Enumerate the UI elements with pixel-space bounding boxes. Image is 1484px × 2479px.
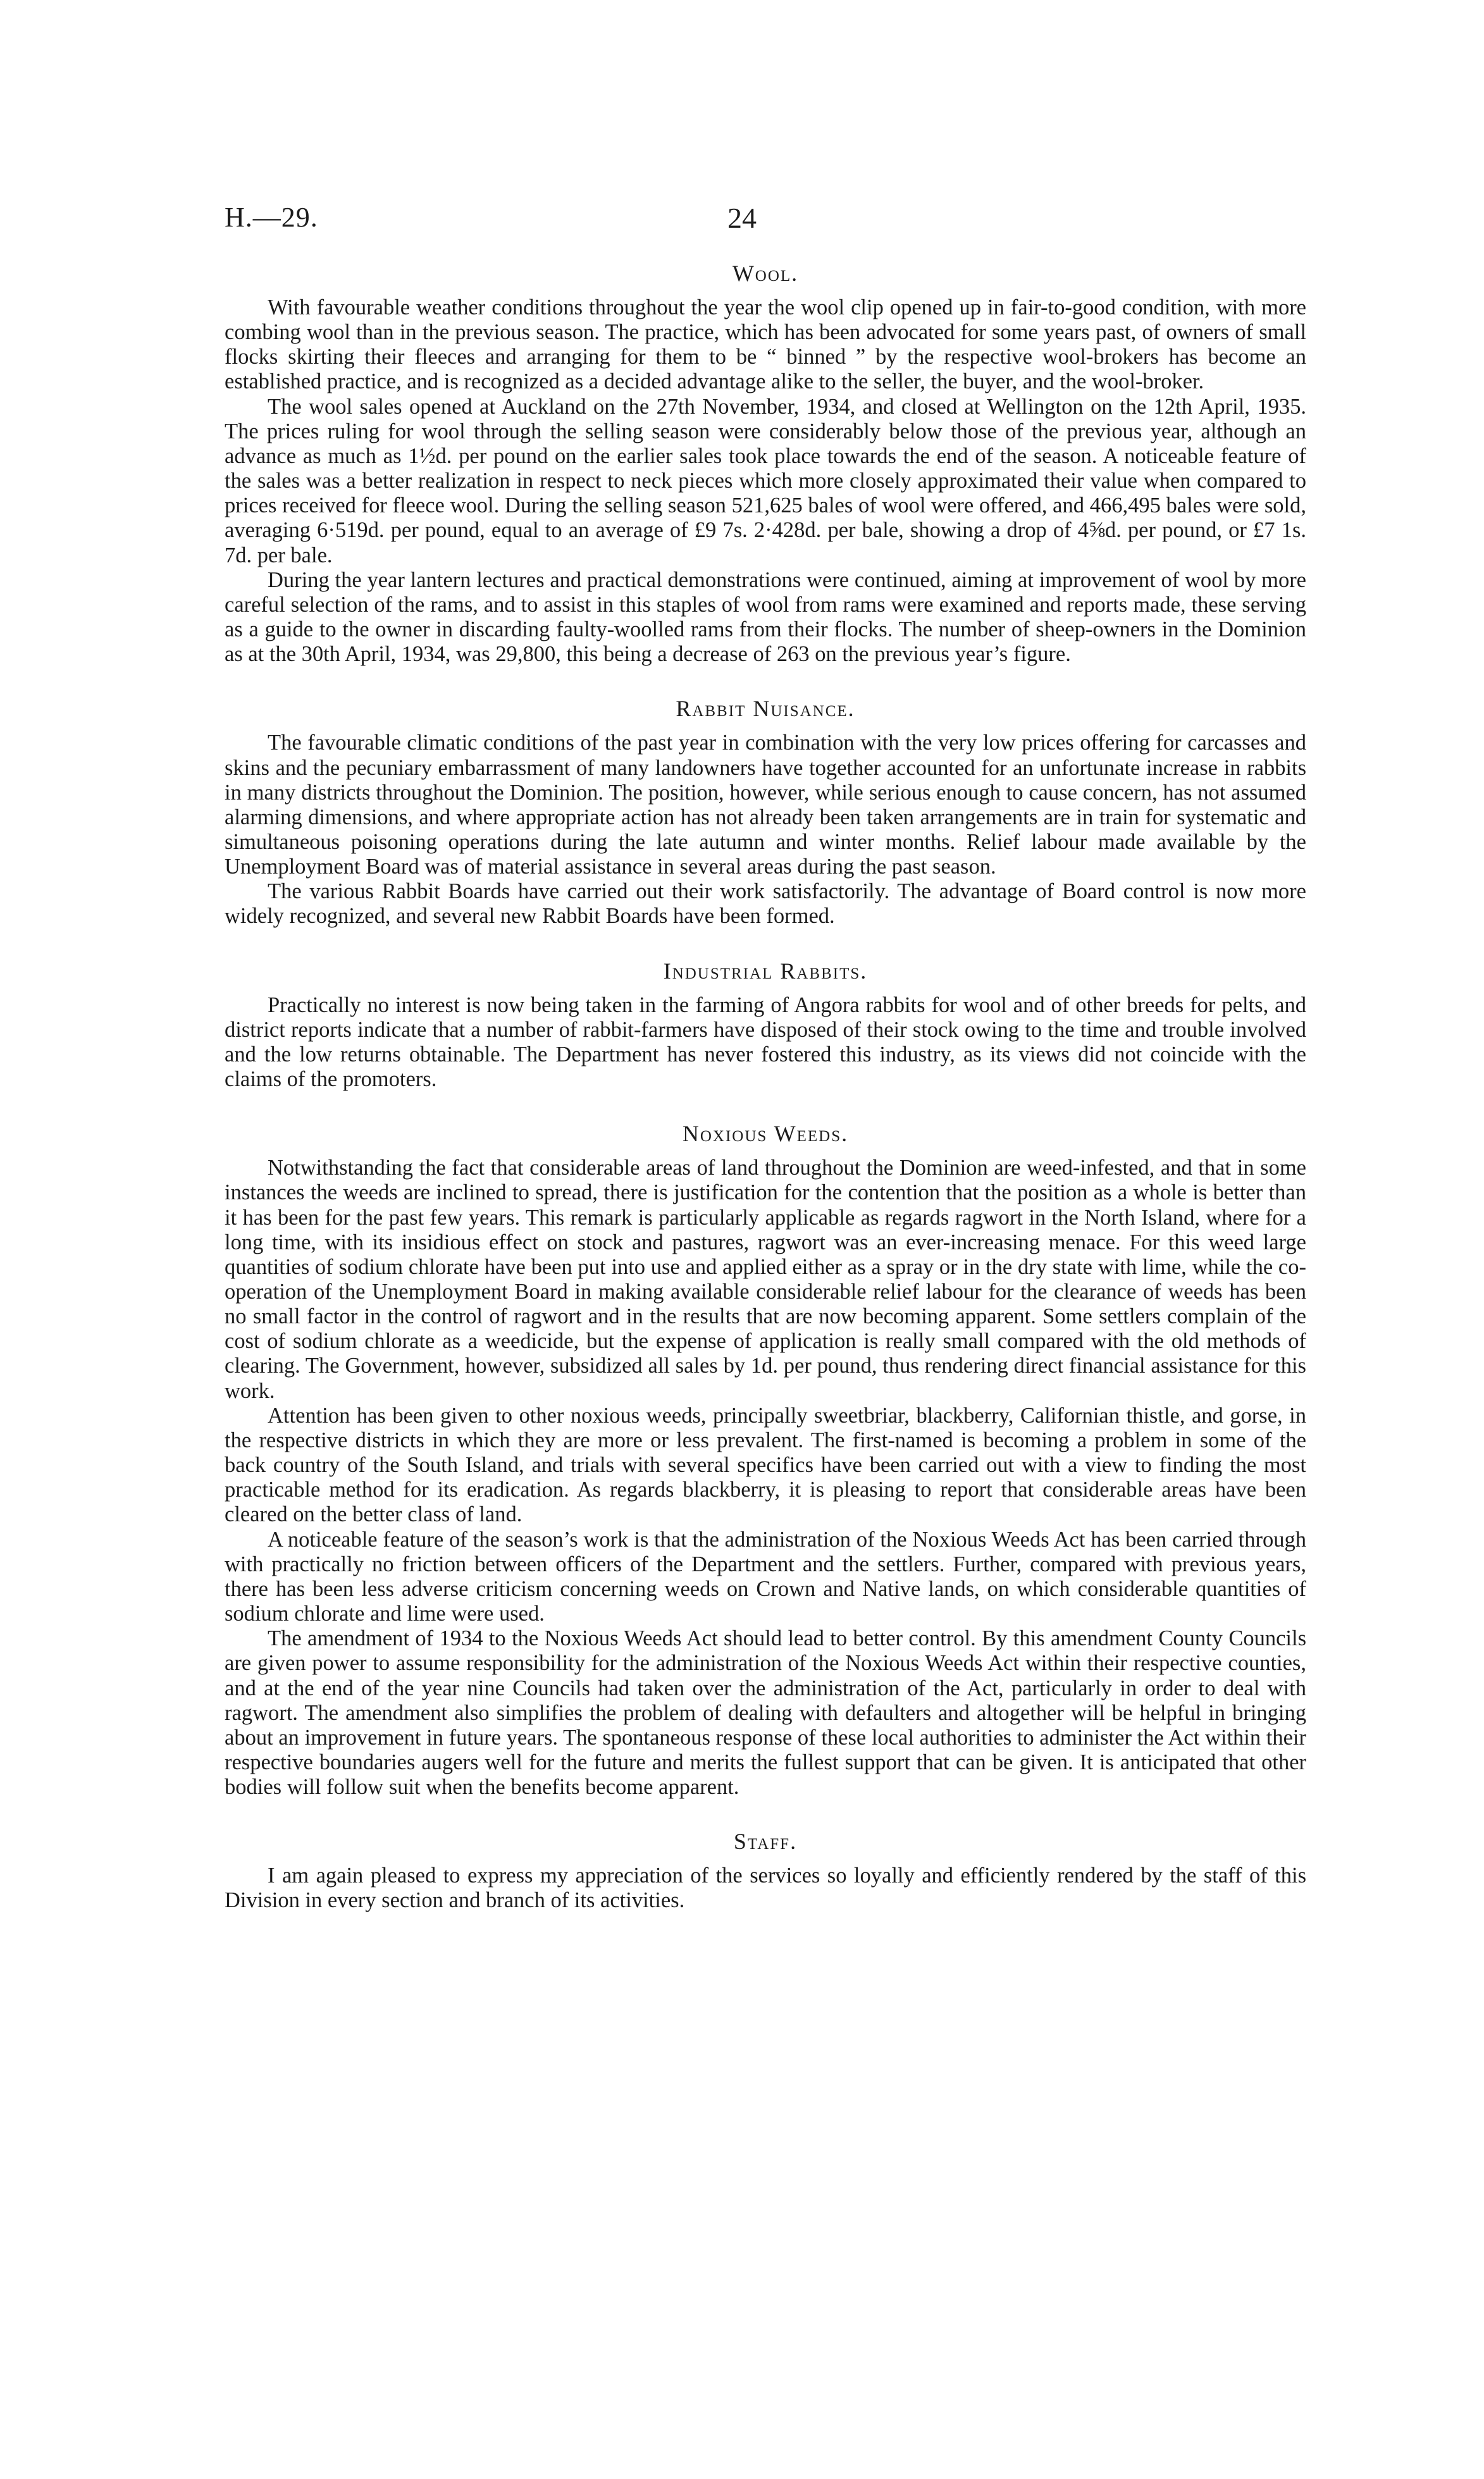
section-rabbit-nuisance xyxy=(225,695,1306,929)
page-header xyxy=(0,201,1484,239)
section-industrial-rabbits xyxy=(225,957,1306,1092)
paragraph: During the year lantern lectures and practical demonstrations were continued, aiming at improvement of wool by more careful selection of the rams, and to assist in this staples of wool from rams were examined and reports made, these serving as a guide to the owner in discarding faulty-woolled rams from their flocks. The number of sheep-owners in the Dominion as at the 30th April, 1934, was 29,800, this being a decrease of 263 on the previous year’s figure. xyxy=(225,567,1306,667)
paragraph: Notwithstanding the fact that considerable areas of land throughout the Dominion are weed-infested, and that in some instances the weeds are inclined to spread, there is justification for the contention that the position as a whole is better than it has been for the past few years. This remark is particularly applicable as regards ragwort in the North Island, where for a long time, with its insidious effect on stock and pastures, ragwort was an ever-increasing menace. For this weed large quantities of sodium chlorate have been put into use and applied either as a spray or in the dry state with lime, while the co-operation of the Unemployment Board in making available considerable relief labour for the clearance of weeds has been no small factor in the control of ragwort and in the results that are now becoming apparent. Some settlers complain of the cost of sodium chlorate as a weedicide, but the expense of application is really small compared with the old methods of clearing. The Government, however, subsidized all sales by 1d. per pound, thus rendering direct financial assistance for this work. xyxy=(225,1156,1306,1403)
section-heading: Staff. xyxy=(733,1829,798,1855)
paragraph: The wool sales opened at Auckland on the 27th November, 1934, and closed at Wellington on the 12th April, 1935. The prices ruling for wool through the selling season were considerably below those of the previous year, although an advance as much as 1½d. per pound on the earlier sales took place towards the end of the season. A noticeable feature of the sales was a better realization in respect to neck pieces which more closely approximated their value when compared to prices received for fleece wool. During the selling season 521,625 bales of wool were offered, and 466,495 bales were sold, averaging 6·519d. per pound, equal to an average of £9 7s. 2·428d. per bale, showing a drop of 4⅝d. per pound, or £7 1s. 7d. per bale. xyxy=(225,394,1306,567)
section-noxious-weeds xyxy=(225,1120,1306,1800)
page-number: 24 xyxy=(727,202,757,234)
document-reference: H.—29. xyxy=(225,202,318,233)
paragraph: With favourable weather conditions throughout the year the wool clip opened up in fair-to-good condition, with more combing wool than in the previous season. The practice, which has been advocated for some years past, of owners of small flocks skirting their fleeces and arranging for them to be “ binned ” by the respective wool-brokers has become an established practice, and is recognized as a decided advantage alike to the seller, the buyer, and the wool-broker. xyxy=(225,295,1306,394)
paragraph: Attention has been given to other noxious weeds, principally sweetbriar, blackberry, Californian thistle, and gorse, in the respective districts in which they are more or less prevalent. The first-named is becoming a problem in some of the back country of the South Island, and trials with several specifics have been carried out with a view to finding the most practicable method for its eradication. As regards blackberry, it is pleasing to report that considerable areas have been cleared on the better class of land. xyxy=(225,1403,1306,1527)
paragraph: Practically no interest is now being taken in the farming of Angora rabbits for wool and of other breeds for pelts, and district reports indicate that a number of rabbit-farmers have disposed of their stock owing to the time and trouble involved and the low returns obtainable. The Department has never fostered this industry, as its views did not coincide with the claims of the promoters. xyxy=(225,992,1306,1092)
section-heading: Wool. xyxy=(732,261,799,286)
paragraph: I am again pleased to express my appreciation of the services so loyally and efficiently rendered by the staff of this Division in every section and branch of its activities. xyxy=(225,1864,1306,1913)
document-body xyxy=(225,259,1306,1941)
paragraph: The various Rabbit Boards have carried out their work satisfactorily. The advantage of Board control is now more widely recognized, and several new Rabbit Boards have been formed. xyxy=(225,879,1306,929)
section-heading: Noxious Weeds. xyxy=(682,1121,849,1147)
section-wool xyxy=(225,259,1306,667)
section-heading: Rabbit Nuisance. xyxy=(676,696,855,722)
section-staff xyxy=(225,1827,1306,1913)
section-heading: Industrial Rabbits. xyxy=(663,958,868,984)
paragraph: A noticeable feature of the season’s work is that the administration of the Noxious Weeds Act has been carried through with practically no friction between officers of the Department and the settlers. Further, compared with previous years, there has been less adverse criticism concerning weeds on Crown and Native lands, on which considerable quantities of sodium chlorate and lime were used. xyxy=(225,1527,1306,1626)
paragraph: The favourable climatic conditions of the past year in combination with the very low prices offering for carcasses and skins and the pecuniary embarrassment of many landowners have together accounted for an unfortunate increase in rabbits in many districts throughout the Dominion. The position, however, while serious enough to cause concern, has not assumed alarming dimensions, and where appropriate action has not already been taken arrangements are in train for systematic and simultaneous poisoning operations during the late autumn and winter months. Relief labour made available by the Unemployment Board was of material assistance in several areas during the past season. xyxy=(225,731,1306,879)
paragraph: The amendment of 1934 to the Noxious Weeds Act should lead to better control. By this amendment County Councils are given power to assume responsibility for the administration of the Noxious Weeds Act within their respective counties, and at the end of the year nine Councils had taken over the administration of the Act, particularly in order to deal with ragwort. The amendment also simplifies the problem of dealing with defaulters and altogether will be helpful in bringing about an improvement in future years. The spontaneous response of these local authorities to administer the Act within their respective boundaries augers well for the future and merits the fullest support that can be given. It is anticipated that other bodies will follow suit when the benefits become apparent. xyxy=(225,1626,1306,1800)
